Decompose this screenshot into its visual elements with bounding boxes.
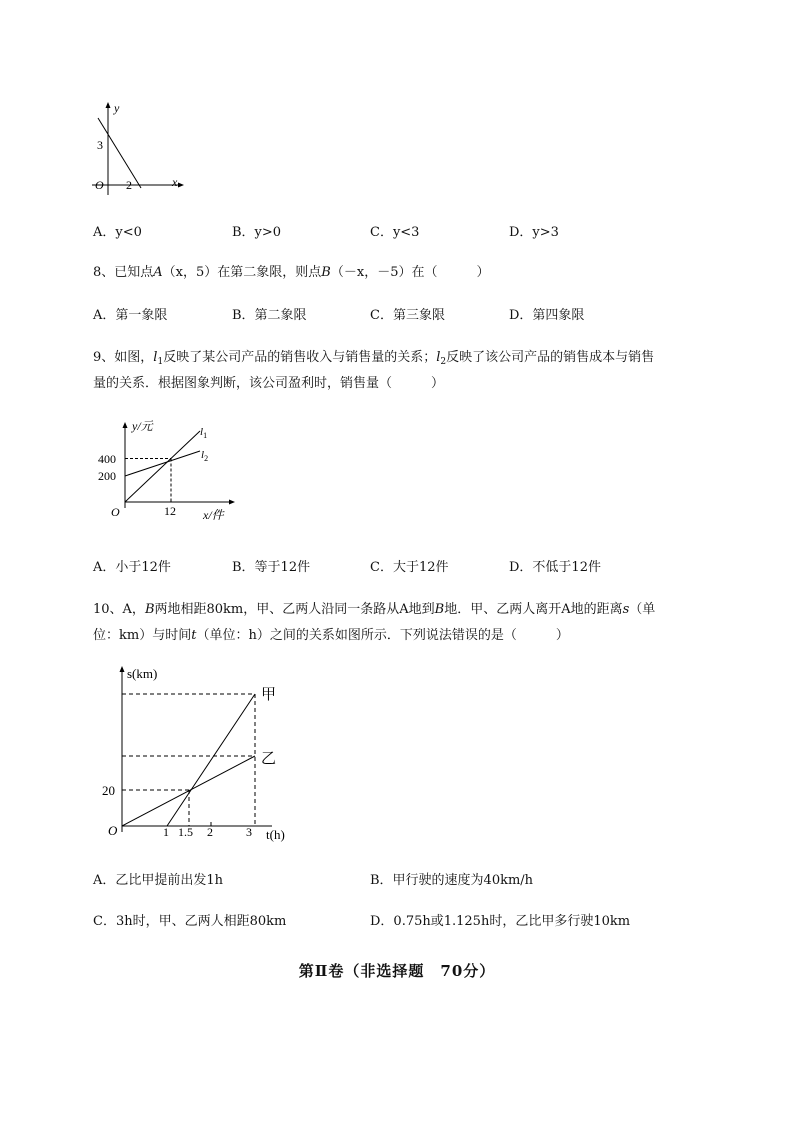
q10-line1-post: （单 [629,602,656,617]
q8-option-d[interactable]: D．第四象限 [509,308,585,323]
q7-x-label: x [172,175,178,189]
q10-var-t: t [191,628,197,643]
q9-line-l1: $l_1$ [200,426,208,440]
q9-tick-400: 400 [98,452,116,466]
q9-x-label: x/件 [203,508,224,522]
q10-origin: O [108,823,118,838]
q9-option-c[interactable]: C．大于12件 [370,560,449,575]
q9-l1-sub: 1 [157,357,164,367]
q8-option-a[interactable]: A．第一象限 [93,308,168,323]
q9-tick-200: 200 [98,469,116,483]
q8-coords-b: （－x，－5） [330,265,412,280]
q10-tick-2: 2 [207,825,213,839]
q10-line2-post: （单位：h）之间的关系如图所示．下列说法错误的是（ ） [196,628,569,643]
q9-l2-sub: 2 [440,357,447,367]
q10-line1-mid: 两地相距80km，甲、乙两人沿同一条路从A地到 [154,602,435,617]
q10-line1-mid2: 地．甲、乙两人离开A地的距离 [444,602,623,617]
section-title: 第Ⅱ卷（非选择题 70分） [298,962,496,980]
q10-option-a[interactable]: A．乙比甲提前出发1h [93,873,224,888]
q9-line-l2: $l_2$ [201,449,209,463]
q9-post: 反映了该公司产品的销售成本与销售 [446,350,655,365]
q8-option-c[interactable]: C．第三象限 [370,308,445,323]
q7-y-label: y [114,101,120,115]
q9-option-b[interactable]: B．等于12件 [232,560,311,575]
q9-question-line1 [93,346,654,367]
q7-option-b[interactable]: B．y>0 [232,225,282,240]
q8-mid: 在第二象限，则点 [217,265,322,280]
q10-tick-1: 1 [163,825,169,839]
q10-var-s: s [622,602,630,617]
q9-option-a[interactable]: A．小于12件 [93,560,171,575]
q10-point-b2: B [434,602,445,617]
q9-mid: 反映了某公司产品的销售收入与销售量的关系； [163,350,437,365]
q7-y-intercept: 3 [97,138,103,152]
q7-x-intercept: 2 [126,178,132,192]
q9-origin: O [111,505,120,519]
q10-tick-3: 3 [246,825,252,839]
q8-option-b[interactable]: B．第二象限 [232,308,307,323]
q10-question-line1 [93,598,655,617]
q7-graph [88,98,188,198]
q9-graph [95,418,255,528]
q10-question-line2 [93,624,569,643]
q7-option-c[interactable]: C．y<3 [370,225,420,240]
q8-coords-a: （x，5） [162,265,218,280]
q9-y-label: y/元 [132,419,153,433]
q10-point-b: B [144,602,155,617]
q7-option-a[interactable]: A．y<0 [93,225,142,240]
q8-post: 在（ ） [411,265,490,280]
q8-pre: 8、已知点 [93,265,154,280]
q7-option-d[interactable]: D．y>3 [509,225,559,240]
q10-tick-1-5: 1.5 [178,825,193,839]
q10-option-b[interactable]: B．甲行驶的速度为40km/h [370,873,534,888]
q8-point-a: A [153,265,163,280]
q10-x-label: t(h) [266,827,285,842]
q10-label-jia: 甲 [261,687,277,703]
q10-line1-pre: 10、A， [93,602,145,617]
q9-l1: l [153,350,158,365]
q7-origin: O [95,178,104,192]
q10-line2-pre: 位：km）与时间 [93,628,192,643]
q9-pre: 9、如图， [93,350,154,365]
q10-graph [100,662,300,848]
q10-option-d[interactable]: D．0.75h或1.125h时，乙比甲多行驶10km [370,914,631,929]
q8-question [93,261,489,280]
q9-tick-12: 12 [164,504,176,518]
q10-y-label: s(km) [127,666,158,681]
q8-point-b: B [321,265,331,280]
q9-question-line2: 量的关系．根据图象判断，该公司盈利时，销售量（ ） [93,376,445,391]
q9-l2: l [436,350,441,365]
q9-option-d[interactable]: D．不低于12件 [509,560,601,575]
q10-option-c[interactable]: C．3h时，甲、乙两人相距80km [93,914,287,929]
q10-tick-20: 20 [102,783,115,798]
q10-label-yi: 乙 [261,751,277,767]
